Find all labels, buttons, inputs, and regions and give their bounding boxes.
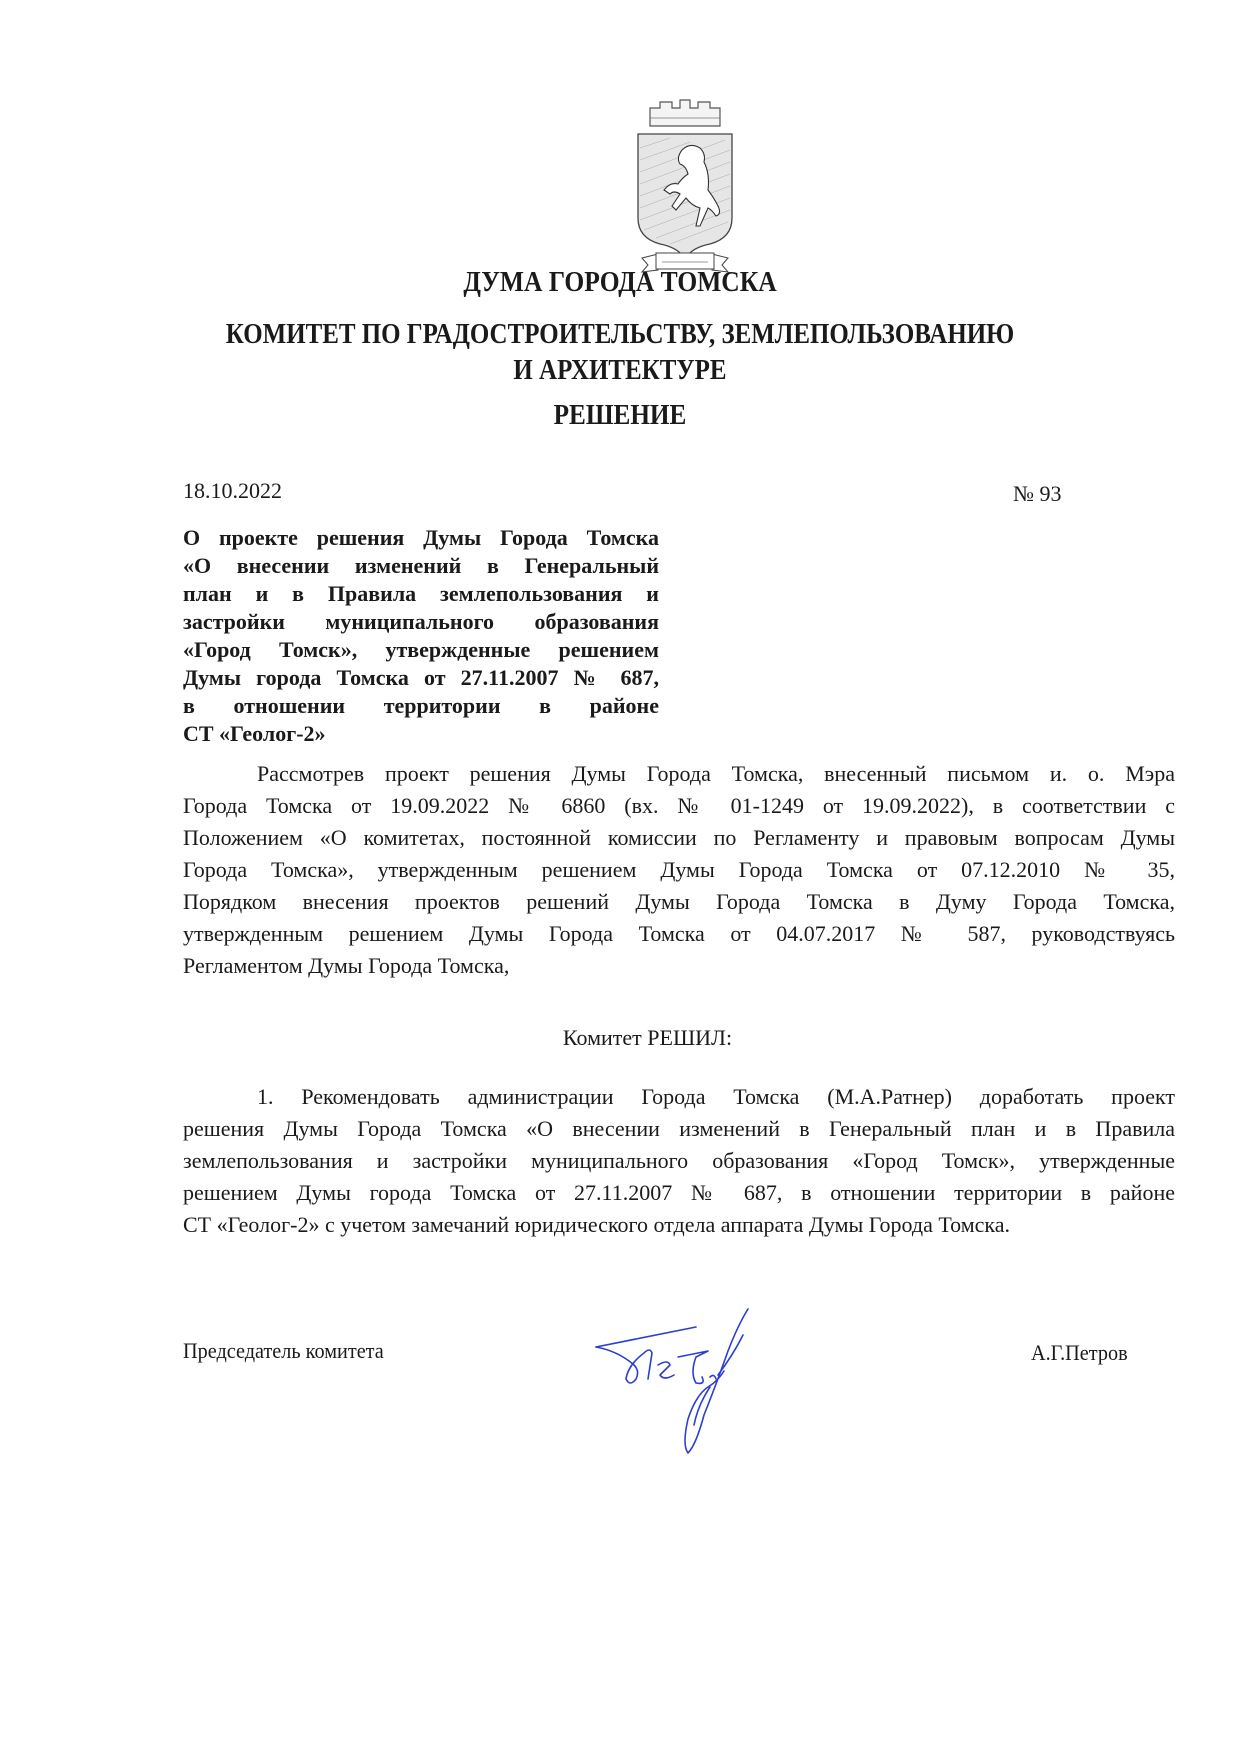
committee-name-line-2: И АРХИТЕКТУРЕ — [513, 354, 727, 386]
preamble-paragraph — [183, 758, 1175, 982]
document-number: № 93 — [1013, 481, 1062, 506]
paragraph-line: Порядком внесения проектов решений Думы Города Томска в Думу Города Томска, — [183, 889, 1175, 914]
subject-line: застройки муниципального образования — [183, 609, 659, 634]
paragraph-line: Города Томска», утвержденным решением Думы Города Томска от 07.12.2010 № 35, — [183, 857, 1175, 882]
subject-line: «О внесении изменений в Генеральный — [183, 553, 659, 578]
tomsk-coat-of-arms-icon — [630, 98, 740, 273]
subject-line: Думы города Томска от 27.11.2007 № 687, — [183, 665, 659, 690]
resolution-item-1 — [183, 1081, 1175, 1241]
paragraph-line: СТ «Геолог-2» с учетом замечаний юридического отдела аппарата Думы Города Томска. — [183, 1212, 1011, 1237]
paragraph-line: Города Томска от 19.09.2022 № 6860 (вх. № 01-1249 от 19.09.2022), в соответствии с — [183, 793, 1175, 818]
committee-name-line-1: КОМИТЕТ ПО ГРАДОСТРОИТЕЛЬСТВУ, ЗЕМЛЕПОЛЬЗОВАНИЮ — [225, 318, 1015, 350]
resolution-heading: Комитет РЕШИЛ: — [562, 1025, 733, 1050]
subject-line: «Город Томск», утвержденные решением — [183, 637, 659, 662]
paragraph-line: землепользования и застройки муниципального образования «Город Томск», утвержденные — [183, 1148, 1175, 1173]
committee-name — [87, 316, 1153, 388]
paragraph-line: Рассмотрев проект решения Думы Города Томска, внесенный письмом и. о. Мэра — [257, 761, 1175, 786]
organization-name: ДУМА ГОРОДА ТОМСКА — [463, 266, 777, 298]
document-date: 18.10.2022 — [183, 478, 282, 503]
paragraph-line: решения Думы Города Томска «О внесении изменений в Генеральный план и в Правила — [183, 1116, 1175, 1141]
document-type: РЕШЕНИЕ — [553, 400, 687, 431]
paragraph-line: решением Думы города Томска от 27.11.2007 № 687, в отношении территории в районе — [183, 1180, 1175, 1205]
signer-name: А.Г.Петров — [1031, 1340, 1128, 1365]
document-subject — [183, 524, 659, 748]
subject-line: план и в Правила землепользования и — [183, 581, 659, 606]
paragraph-line: утвержденным решением Думы Города Томска от 04.07.2017 № 587, руководствуясь — [183, 921, 1175, 946]
paragraph-line: Регламентом Думы Города Томска, — [183, 953, 510, 978]
paragraph-line: Положением «О комитетах, постоянной комиссии по Регламенту и правовым вопросам Думы — [183, 825, 1175, 850]
signer-title: Председатель комитета — [183, 1338, 384, 1363]
subject-line: О проекте решения Думы Города Томска — [183, 525, 659, 550]
paragraph-line: 1. Рекомендовать администрации Города Томска (М.А.Ратнер) доработать проект — [257, 1084, 1175, 1109]
handwritten-signature-icon — [578, 1295, 758, 1465]
subject-line: в отношении территории в районе — [183, 693, 659, 718]
subject-line: СТ «Геолог-2» — [183, 721, 326, 746]
